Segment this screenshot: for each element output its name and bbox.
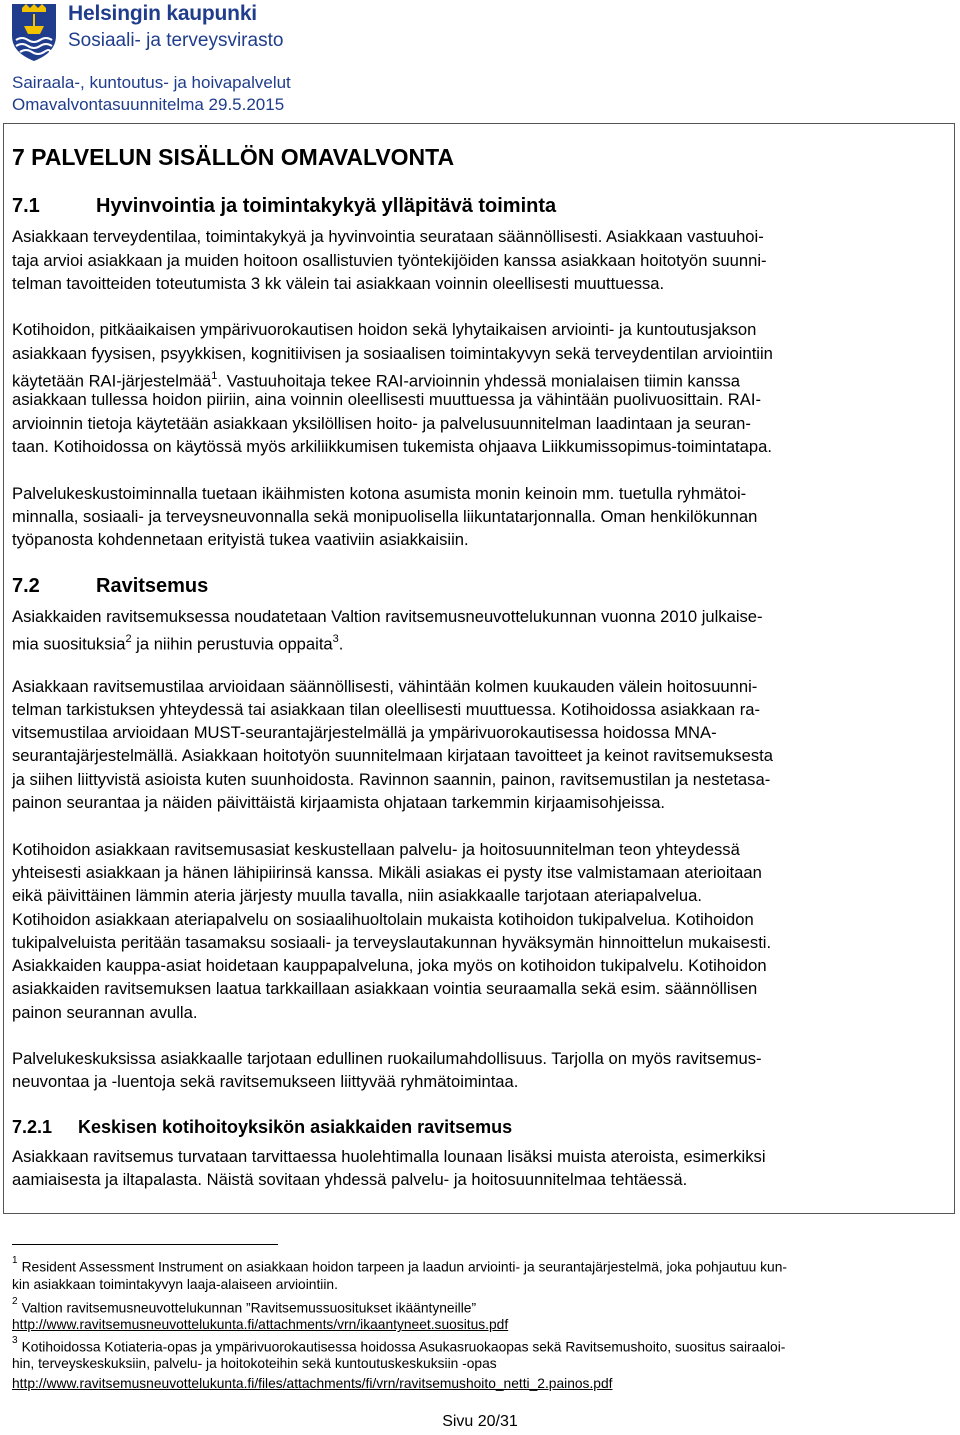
paragraph-line: eikä päivittäinen lämmin ateria järjesty muulla tavalla, niin asiakkaalle tarjotaan ateriapalvelua. xyxy=(12,886,702,905)
unit-name: Sairaala-, kuntoutus- ja hoivapalvelut xyxy=(12,73,291,92)
document-title: Omavalvontasuunnitelma 29.5.2015 xyxy=(12,95,285,114)
section-heading-7-1 xyxy=(12,195,556,218)
section-number: 7.2.1 xyxy=(12,1117,53,1137)
paragraph-line: telman tarkistuksen yhteydessä tai asiakkaan tilan oleellisesti muuttuessa. Kotihoidossa asiakkaan ra- xyxy=(12,700,761,719)
paragraph-line: yhteisesti asiakkaan ja hänen lähipiirinsä kanssa. Mikäli asiakas ei pysty itse valmistamaan aterioitaan xyxy=(12,863,762,882)
paragraph-line: Asiakkaan ravitsemus turvataan tarvittaessa huolehtimalla lounaan lisäksi muista ateroista, esimerkiksi xyxy=(12,1147,766,1166)
paragraph-line: asiakkaan fyysisen, psyykkisen, kognitiivisen ja sosiaalisen toimintakyvyn sekä terveydentilan arviointiin xyxy=(12,344,773,363)
chapter-heading: 7 PALVELUN SISÄLLÖN OMAVALVONTA xyxy=(12,144,455,170)
section-title: Hyvinvointia ja toimintakykyä ylläpitävä toiminta xyxy=(96,195,557,217)
paragraph-line: painon seurannan avulla. xyxy=(12,1003,198,1022)
department-name: Sosiaali- ja terveysvirasto xyxy=(68,30,284,51)
footnote-1-cont: kin asiakkaan toimintakyvyn laaja-alaiseen arviointiin. xyxy=(12,1277,338,1292)
paragraph-line: Kotihoidon asiakkaan ravitsemusasiat keskustellaan palvelu- ja hoitosuunnitelman teon yhteydessä xyxy=(12,840,740,859)
footnote-mark: 1 xyxy=(12,1255,18,1266)
paragraph-line: taan. Kotihoidossa on käytössä myös arkiliikkumisen tukemista ohjaava Liikkumissopimus-toimintatapa. xyxy=(12,437,772,456)
paragraph-line: Kotihoidon asiakkaan ateriapalvelu on sosiaalihuoltolain mukaista kotihoidon tukipalvelua. Kotihoidon xyxy=(12,910,754,929)
paragraph-line: neuvontaa ja -luentoja sekä ravitsemukseen liittyvää ryhmätoimintaa. xyxy=(12,1072,519,1091)
section-heading-7-2 xyxy=(12,575,208,598)
paragraph-line: mia suosituksia$^2$ ja niihin perustuvia oppaita$^3$. xyxy=(12,633,344,654)
footnote-ref: 1 xyxy=(211,370,218,382)
footnote-3-cont: hin, terveyskeskuksiin, palvelu- ja hoitokoteihin sekä kuntoutuskeskuksiin -opas xyxy=(12,1356,497,1371)
section-heading-7-2-1 xyxy=(12,1117,512,1138)
footnote-1: $^1$ Resident Assessment Instrument on asiakkaan hoidon tarpeen ja laadun arviointi- ja seurantajärjestelmä, joka pohjautuu kun- xyxy=(12,1255,787,1275)
paragraph-line: Asiakkaan terveydentilaa, toimintakykyä ja hyvinvointia seurataan säännöllisesti. Asiakkaan vastuuhoi- xyxy=(12,227,764,246)
paragraph-line: seurantajärjestelmällä. Asiakkaan hoitotyön suunnitelmaan kirjataan tavoitteet ja keinot ravitsemuksesta xyxy=(12,746,773,765)
paragraph-line: Palvelukeskuksissa asiakkaalle tarjotaan edullinen ruokailumahdollisuus. Tarjolla on myös ravitsemus- xyxy=(12,1049,762,1068)
paragraph-line: Kotihoidon, pitkäaikaisen ympärivuorokautisen hoidon sekä lyhytaikaisen arviointi- ja kuntoutusjakson xyxy=(12,320,757,339)
footnote-2: $^2$ Valtion ravitsemusneuvottelukunnan ”Ravitsemussuositukset ikääntyneille” xyxy=(12,1296,477,1316)
paragraph-line: Asiakkaiden kauppa-asiat hoidetaan kauppapalveluna, joka myös on kotihoidon tukipalvelu. Kotihoidon xyxy=(12,956,767,975)
page-number: Sivu 20/31 xyxy=(442,1413,518,1430)
paragraph-line: Palvelukeskustoiminnalla tuetaan ikäihmisten kotona asumista monin keinoin mm. tuetulla ryhmätoi- xyxy=(12,484,747,503)
footnote-ref: 2 xyxy=(125,633,132,645)
paragraph-line: painon seurantaa ja näiden päivittäistä kirjaamista ohjataan tarkemmin kirjaamisohjeissa. xyxy=(12,793,666,812)
paragraph-line: vitsemustilaa arvioidaan MUST-seurantajärjestelmällä ja ympärivuorokautisessa hoidossa MNA- xyxy=(12,723,717,742)
footnote-link[interactable]: http://www.ravitsemusneuvottelukunta.fi/files/attachments/fi/vrn/ravitsemushoito_netti_2.painos.pdf xyxy=(12,1376,613,1391)
paragraph-line: aamiaisesta ja iltapalasta. Näistä sovitaan yhdessä palvelu- ja hoitosuunnitelmaa tehtäessä. xyxy=(12,1170,688,1189)
footnote-separator xyxy=(12,1244,278,1245)
org-name: Helsingin kaupunki xyxy=(68,2,257,25)
paragraph-line: arvioinnin tietoja käytetään asiakkaan yksilöllisen hoito- ja palvelusuunnitelman laadintaan ja seuran- xyxy=(12,414,751,433)
paragraph-line: asiakkaan tullessa hoidon piiriin, aina voinnin oleellisesti muuttuessa ja vähintään puolivuosittain. RAI- xyxy=(12,390,761,409)
paragraph-line: minnalla, sosiaali- ja terveysneuvonnalla sekä monipuolisella liikuntatarjonnalla. Oman henkilökunnan xyxy=(12,507,758,526)
footnote-link[interactable]: http://www.ravitsemusneuvottelukunta.fi/attachments/vrn/ikaantyneet.suositus.pdf xyxy=(12,1317,509,1332)
paragraph-line: Asiakkaan ravitsemustilaa arvioidaan säännöllisesti, vähintään kolmen kuukauden välein hoitosuunni- xyxy=(12,677,758,696)
paragraph-line: taja arvioi asiakkaan ja muiden hoitoon osallistuvien työntekijöiden kanssa asiakkaan hoitotyön suunni- xyxy=(12,251,767,270)
section-title: Keskisen kotihoitoyksikön asiakkaiden ravitsemus xyxy=(78,1117,513,1137)
helsinki-crest-icon xyxy=(10,2,58,62)
paragraph-line: Asiakkaiden ravitsemuksessa noudatetaan Valtion ravitsemusneuvottelukunnan vuonna 2010 julkaise- xyxy=(12,607,763,626)
footnote-3: $^3$ Kotihoidossa Kotiateria-opas ja ympärivuorokautisessa hoidossa Asukasruokaopas sekä Ravitsemushoito, suositus sairaaloi- xyxy=(12,1335,786,1355)
footnote-3-link-line xyxy=(12,1375,612,1392)
paragraph-line: työpanosta kohdennetaan erityistä tukea vaativiin asiakkaisiin. xyxy=(12,530,469,549)
paragraph-line: asiakkaiden ravitsemuksen laatua tarkkaillaan asiakkaan vointia seuraamalla sekä esim. säännöllisen xyxy=(12,979,758,998)
section-title: Ravitsemus xyxy=(96,575,209,597)
footnote-mark: 3 xyxy=(12,1335,18,1346)
section-number: 7.2 xyxy=(12,575,40,597)
paragraph-line: telman tavoitteiden toteutumista 3 kk välein tai asiakkaan voinnin oleellisesti muuttuessa. xyxy=(12,274,665,293)
paragraph-line: tukipalveluista peritään tasamaksu sosiaali- ja terveyslautakunnan hyväksymän hinnoittelun mukaisesti. xyxy=(12,933,772,952)
footnote-ref: 3 xyxy=(332,633,339,645)
section-number: 7.1 xyxy=(12,195,40,217)
paragraph-line: käytetään RAI-järjestelmää$^1$. Vastuuhoitaja tekee RAI-arvioinnin yhdessä monialaisen tiimin kanssa xyxy=(12,370,741,391)
paragraph-line: ja siihen liittyvistä asioista kuten suunhoidosta. Ravinnon saannin, painon, ravitsemustilan ja nestetasa- xyxy=(12,770,771,789)
footnote-2-link-line xyxy=(12,1316,508,1333)
footnote-mark: 2 xyxy=(12,1296,18,1307)
